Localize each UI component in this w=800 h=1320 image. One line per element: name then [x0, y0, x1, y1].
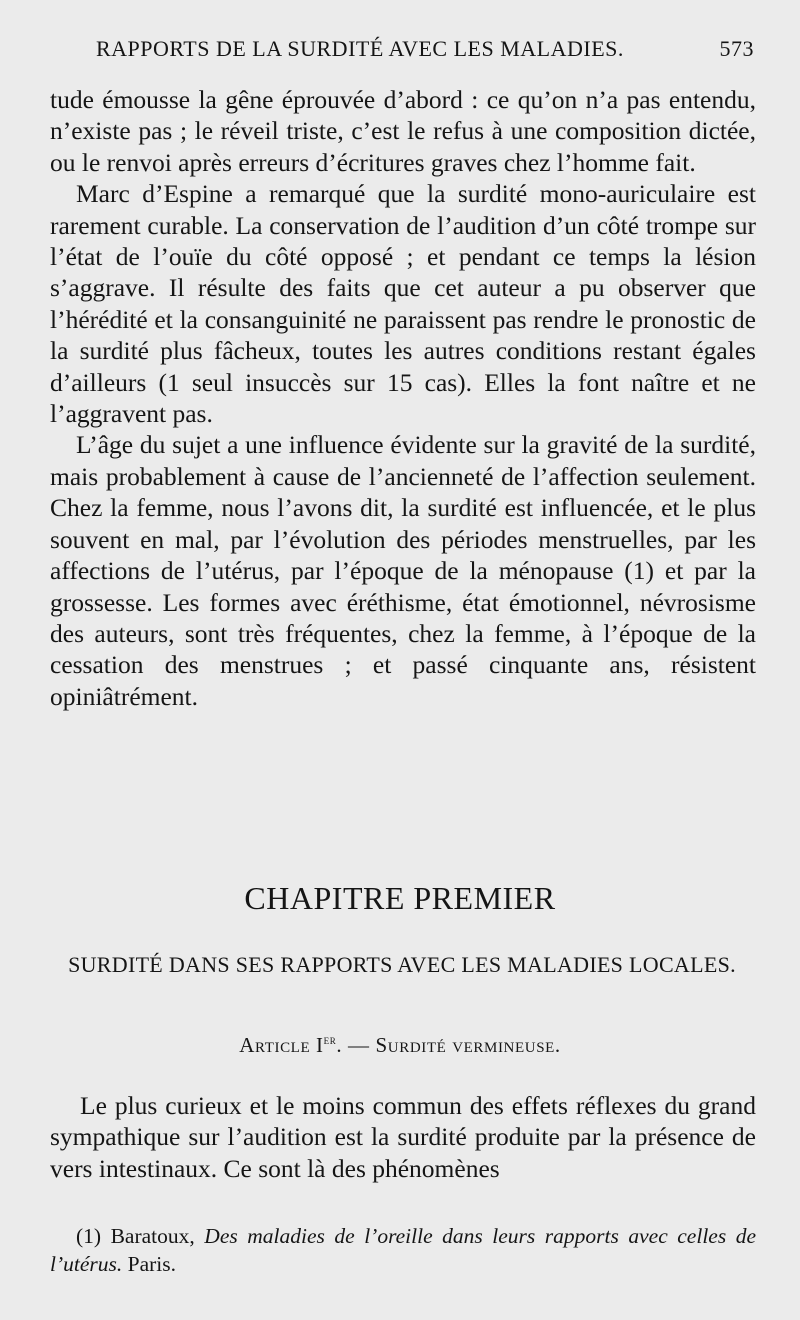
footnote [50, 1222, 756, 1278]
footnote-author: Baratoux, [110, 1224, 195, 1248]
running-title: RAPPORTS DE LA SURDITÉ AVEC LES MALADIES. [96, 36, 624, 61]
article-heading [0, 1032, 800, 1058]
chapter-subtitle: SURDITÉ DANS SES RAPPORTS AVEC LES MALADIES LOCALES. [68, 952, 736, 977]
footnote-place: Paris. [127, 1252, 177, 1276]
paragraph-vers: Le plus curieux et le moins commun des effets réflexes du grand sympathique sur l’audition est la surdité produite par la présence de vers intestinaux. Ce sont là des phénomènes [50, 1091, 756, 1183]
article-label-superscript: er [323, 1032, 337, 1047]
paragraph-age: L’âge du sujet a une influence évidente sur la gravité de la surdité, mais probablement à cause de l’ancienneté de l’affection seulement. Chez la femme, nous l’avons dit, la surdité est influencée, et le plus souvent en mal, par l’évolution des périodes menstruelles, par les affections de l’utérus, par l’époque de la ménopause (1) et par la grossesse. Les formes avec éréthisme, état émotionnel, névrosisme des auteurs, sont très fréquentes, chez la femme, à l’époque de la cessation des menstrues ; et passé cinquante ans, résistent opiniâtrément. [50, 430, 756, 711]
body-text [50, 84, 756, 712]
footnote-work-title: Des maladies de l’oreille dans leurs rapports avec celles de l’utérus. [50, 1224, 757, 1276]
page-number: 573 [719, 36, 754, 61]
body-text-article [50, 1090, 756, 1184]
paragraph-continuation: tude émousse la gêne éprouvée d’abord : ce qu’on n’a pas entendu, n’existe pas ; le réveil triste, c’est le refus à une composition dictée, ou le renvoi après erreurs d’écritures graves chez l’homme fait. [50, 85, 756, 177]
footnote-marker: (1) [76, 1224, 102, 1248]
chapter-title: CHAPITRE PREMIER [244, 880, 556, 916]
article-title: . — Surdité vermineuse. [336, 1033, 561, 1057]
paragraph-espine: Marc d’Espine a remarqué que la surdité mono-auriculaire est rarement curable. La conservation de l’audition d’un côté trompe sur l’état de l’ouïe du côté opposé ; et pendant ce temps la lésion s’aggrave. Il résulte des faits que cet auteur a pu observer que l’hérédité et la consanguinité ne paraissent pas rendre le pronostic de la surdité plus fâcheux, toutes les autres conditions restant égales d’ailleurs (1 seul insuccès sur 15 cas). Elles la font naître et ne l’aggravent pas. [50, 179, 756, 429]
article-label: Article I [239, 1033, 324, 1057]
